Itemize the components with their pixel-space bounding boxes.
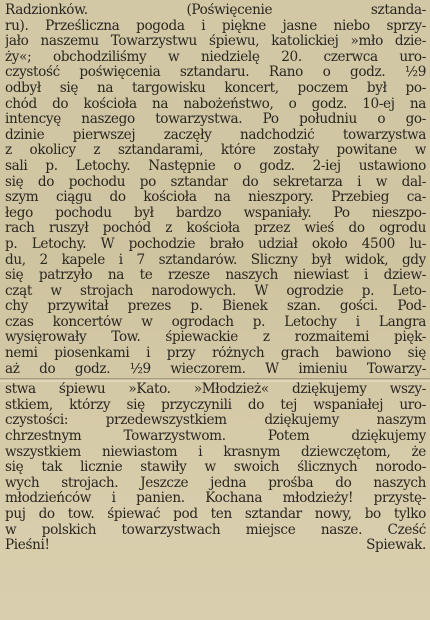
article-line: Radzionków. (Poświęcenie sztanda- <box>5 3 426 18</box>
article-line: p. Letochy. W pochodzie brało udział około 4500 lu- <box>5 236 426 252</box>
article-line: odbył się na targowisku koncert, poczem był po- <box>5 80 426 96</box>
article-line: się tak licznie stawiły w swoich ślicznych norodo- <box>5 460 426 476</box>
article-line: chód do kościoła na nabożeństwo, o godz. 10-ej na <box>5 96 426 112</box>
article-line: stwa śpiewu »Kato. »Młodzież« dziękujemy wszy- <box>5 382 426 398</box>
article-line: łego pochodu był bardzo wspaniały. Po nieszpo- <box>5 205 426 221</box>
article-line: czystość poświęcenia sztandaru. Rano o godz. ½9 <box>5 65 426 81</box>
article-line: du, 2 kapele i 7 sztandarów. Śliczny był widok, gdy <box>5 252 426 268</box>
article-line: ru). Prześliczna pogoda i piękne jasne niebo sprzy- <box>5 18 426 34</box>
article-column <box>5 3 426 554</box>
article-line: dzinie pierwszej zaczęły nadchodzić towarzystwa <box>5 127 426 143</box>
article-line: w polskich towarzystwach miejsce nasze. Cześć <box>5 522 426 538</box>
article-line: z okolicy z sztandarami, które zostały powitane w <box>5 143 426 159</box>
article-line: stkiem, którzy się przyczynili do tej wspaniałej uro- <box>5 397 426 413</box>
article-line: cząt w strojach narodowych. W ogrodzie p. Leto- <box>5 283 426 299</box>
article-line: się do pochodu po sztandar do sekretarza i w dal- <box>5 174 426 190</box>
article-line: intencyę naszego towarzystwa. Po południu o go- <box>5 112 426 128</box>
article-line: młodzieńców i panien. Kochana młodzieży! przystę- <box>5 491 426 507</box>
article-line: wszystkiem niewiastom i krasnym dziewczętom, że <box>5 444 426 460</box>
article-line: chrzestnym Towarzystwom. Potem dziękujemy <box>5 429 426 445</box>
article-line: się patrzyło na te rzesze naszych niewiast i dziew- <box>5 268 426 284</box>
article-line: wysięrowały Tow. śpiewackie z rozmaitemi pięk- <box>5 330 426 346</box>
article-line: czas koncertów w ogrodach p. Letochy i Langra <box>5 314 426 330</box>
article-lower-half <box>5 382 426 554</box>
article-line: wych strojach. Jeszcze jedna prośba do naszych <box>5 475 426 491</box>
article-line: czystości: przedewszystkiem dziękujemy naszym <box>5 413 426 429</box>
article-line: szym ciągu do kościoła na nieszpory. Przebieg ca- <box>5 190 426 206</box>
article-line: puj do tow. śpiewać pod ten sztandar nowy, bo tylko <box>5 507 426 522</box>
article-line: ży«; obchodziliśmy w niedzielę 20. czerwca uro- <box>5 49 426 65</box>
article-line: jało naszemu Towarzystwu śpiewu, katolickiej »mło dzie- <box>5 34 426 50</box>
article-line: chy przywitał prezes p. Bienek szan. gości. Pod- <box>5 299 426 315</box>
article-closing-signature: Pieśni! Śpiewak. <box>5 538 426 554</box>
article-line: sali p. Letochy. Następnie o godz. 2-iej ustawiono <box>5 158 426 174</box>
article-line: rach ruszył pochód z kościoła przez wieś do ogrodu <box>5 221 426 237</box>
article-line: aż do godz. ½9 wieczorem. W imieniu Towarzy- <box>5 361 426 377</box>
article-upper-half <box>5 3 426 377</box>
article-line: nemi piosenkami i przy różnych grach bawiono się <box>5 346 426 362</box>
